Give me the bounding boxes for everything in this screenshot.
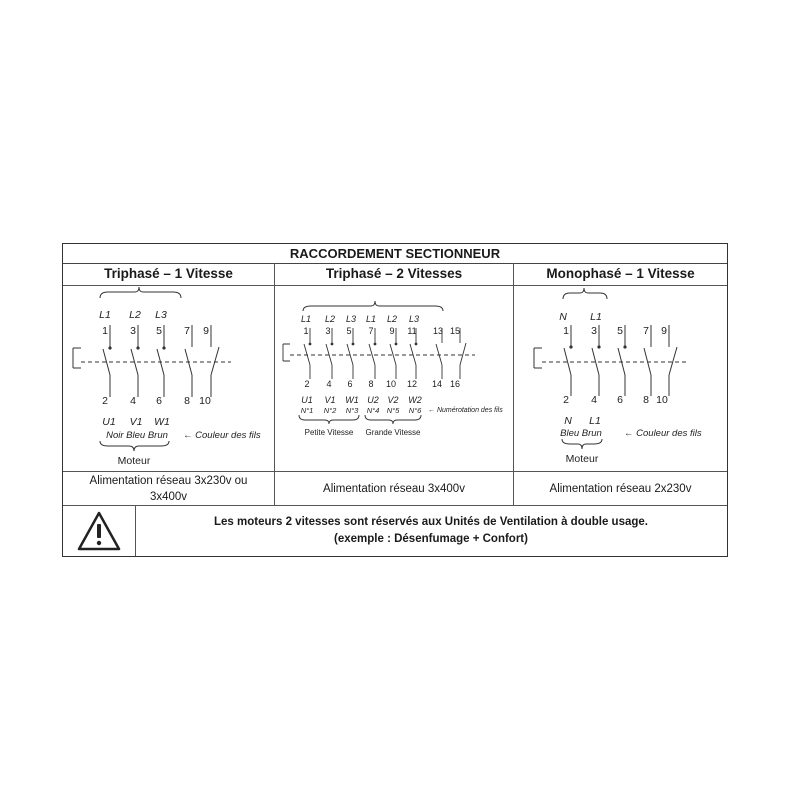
wire-colors: Noir Bleu Brun	[106, 430, 168, 441]
line-label: L3	[155, 309, 167, 321]
terminal-label: 7	[643, 325, 649, 337]
connection-sheet	[62, 243, 728, 557]
motor-terminal: V1	[129, 416, 143, 428]
wire-number: N°6	[408, 406, 422, 415]
wire-color-note: ← Couleur des fils	[183, 430, 261, 441]
supply-tri-2: Alimentation réseau 3x400v	[323, 483, 465, 495]
motor-terminal: U1	[102, 416, 116, 428]
terminal-label: 5	[156, 325, 162, 337]
terminal-label: 8	[368, 379, 374, 389]
wire-number: N°2	[323, 406, 337, 415]
terminal-label: 5	[617, 325, 623, 337]
terminal-label: 6	[156, 395, 162, 407]
line-label: L3	[408, 314, 420, 324]
line-label: L1	[590, 311, 602, 323]
terminal-label: 4	[326, 379, 332, 389]
terminal-label: 5	[346, 326, 352, 336]
terminal-label: 1	[102, 325, 108, 337]
motor-terminal: U2	[367, 395, 379, 405]
terminal-label: 6	[347, 379, 353, 389]
heading-tri-1: Triphasé – 1 Vitesse	[104, 266, 233, 281]
motor-terminal: W2	[408, 395, 422, 405]
switch-diagram-mono-1	[514, 285, 727, 471]
warning-message	[135, 506, 727, 556]
warning-line-2: (exemple : Désenfumage + Confort)	[334, 533, 528, 545]
diagram-tri-2	[275, 285, 513, 471]
terminal-label: 10	[656, 394, 668, 406]
supply-mono-1: Alimentation réseau 2x230v	[549, 483, 692, 495]
warning-line-1: Les moteurs 2 vitesses sont réservés aux Unités de Ventilation à double usage.	[214, 516, 648, 528]
warning-icon-cell	[63, 506, 136, 556]
wire-color-note: ← Couleur des fils	[624, 428, 702, 439]
terminal-label: 8	[184, 395, 190, 407]
motor-terminal: W1	[154, 416, 170, 428]
terminal-label: 3	[591, 325, 597, 337]
wire-number: N°4	[366, 406, 380, 415]
terminal-label: 2	[304, 379, 310, 389]
terminal-label: 8	[643, 394, 649, 406]
line-label: L2	[324, 314, 336, 324]
line-label: L3	[345, 314, 357, 324]
terminal-label: 4	[591, 394, 597, 406]
motor-terminal: W1	[345, 395, 359, 405]
terminal-label: 9	[389, 326, 395, 336]
terminal-label: 1	[303, 326, 309, 336]
motor-terminal: V2	[387, 395, 399, 405]
line-label: L1	[365, 314, 377, 324]
wire-numbering-note: ← Numérotation des fils	[428, 407, 503, 414]
motor-label: Moteur	[117, 455, 151, 467]
motor-terminal: V1	[324, 395, 336, 405]
terminal-label: 12	[406, 379, 418, 389]
terminal-label: 9	[661, 325, 667, 337]
terminal-label: 16	[449, 379, 461, 389]
low-speed-label: Petite Vitesse	[304, 428, 354, 437]
line-label: L1	[300, 314, 312, 324]
terminal-label: 9	[203, 325, 209, 337]
terminal-label: 7	[368, 326, 374, 336]
line-label: L1	[99, 309, 111, 321]
motor-terminal: L1	[589, 415, 601, 427]
diagram-tri-1	[63, 285, 274, 471]
terminal-label: 2	[102, 395, 108, 407]
terminal-label: 6	[617, 394, 623, 406]
sheet-title: RACCORDEMENT SECTIONNEUR	[63, 244, 727, 264]
line-label: L2	[386, 314, 398, 324]
supply-tri-1: Alimentation réseau 3x230v ou 3x400v	[89, 475, 248, 503]
diagram-mono-1	[514, 285, 727, 471]
terminal-label: 7	[184, 325, 190, 337]
wire-number: N°3	[345, 406, 359, 415]
terminal-label: 10	[385, 379, 397, 389]
terminal-label: 14	[431, 379, 443, 389]
motor-terminal: N	[564, 415, 572, 427]
terminal-label: 3	[130, 325, 136, 337]
terminal-label: 11	[407, 326, 417, 336]
terminal-label: 1	[563, 325, 569, 337]
line-label: L2	[129, 309, 141, 321]
motor-label: Moteur	[565, 453, 599, 465]
line-label: N	[559, 311, 567, 323]
terminal-label: 2	[563, 394, 569, 406]
switch-diagram-tri-2	[275, 285, 513, 471]
wire-number: N°5	[386, 406, 400, 415]
terminal-label: 13	[432, 326, 444, 336]
heading-tri-2: Triphasé – 2 Vitesses	[325, 266, 463, 281]
terminal-label: 3	[325, 326, 331, 336]
motor-terminal: U1	[301, 395, 313, 405]
wire-colors: Bleu Brun	[560, 428, 602, 439]
warning-triangle-icon	[76, 510, 122, 552]
high-speed-label: Grande Vitesse	[365, 428, 421, 437]
wire-number: N°1	[300, 406, 314, 415]
switch-diagram-tri-1	[63, 285, 274, 471]
terminal-label: 15	[449, 326, 461, 336]
terminal-label: 10	[199, 395, 211, 407]
heading-mono-1: Monophasé – 1 Vitesse	[546, 266, 695, 281]
terminal-label: 4	[130, 395, 136, 407]
